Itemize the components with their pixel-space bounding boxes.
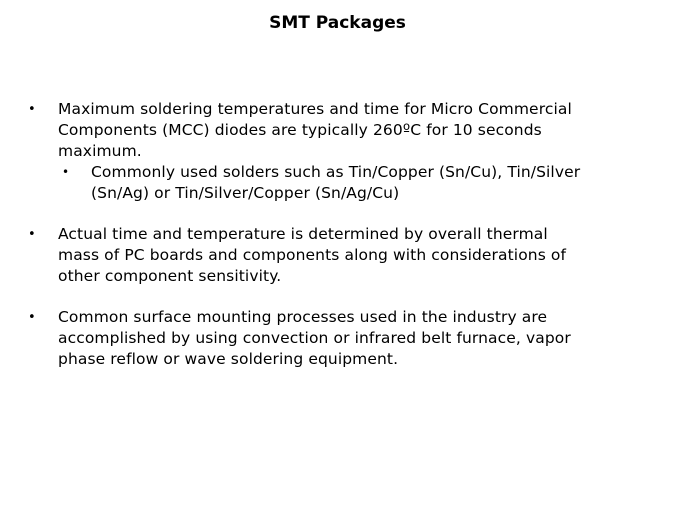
bullet-line: Actual time and temperature is determined by overall thermal — [58, 225, 548, 243]
bullet-marker: • — [28, 102, 36, 117]
sub-bullet-line: (Sn/Ag) or Tin/Silver/Copper (Sn/Ag/Cu) — [91, 184, 400, 202]
bullet-text — [58, 307, 658, 370]
sub-bullet-marker: • — [62, 165, 70, 179]
bullet-line: Common surface mounting processes used in the industry are — [58, 308, 548, 326]
bullet-line: other component sensitivity. — [58, 267, 282, 285]
bullet-line: maximum. — [58, 142, 142, 160]
bullet-line: Maximum soldering temperatures and time for Micro Commercial — [58, 100, 572, 118]
bullet-line: accomplished by using convection or infrared belt furnace, vapor — [58, 329, 571, 347]
bullet-line: phase reflow or wave soldering equipment. — [58, 350, 399, 368]
bullet-line: mass of PC boards and components along with considerations of — [58, 246, 567, 264]
sub-bullet-text — [91, 162, 661, 204]
bullet-text — [58, 224, 658, 287]
bullet-line: Components (MCC) diodes are typically 260ºC for 10 seconds — [58, 121, 542, 139]
bullet-text — [58, 99, 658, 162]
bullet-marker: • — [28, 310, 36, 325]
bullet-marker: • — [28, 227, 36, 242]
slide-title: SMT Packages — [269, 13, 406, 33]
sub-bullet-line: Commonly used solders such as Tin/Copper (Sn/Cu), Tin/Silver — [91, 163, 581, 181]
